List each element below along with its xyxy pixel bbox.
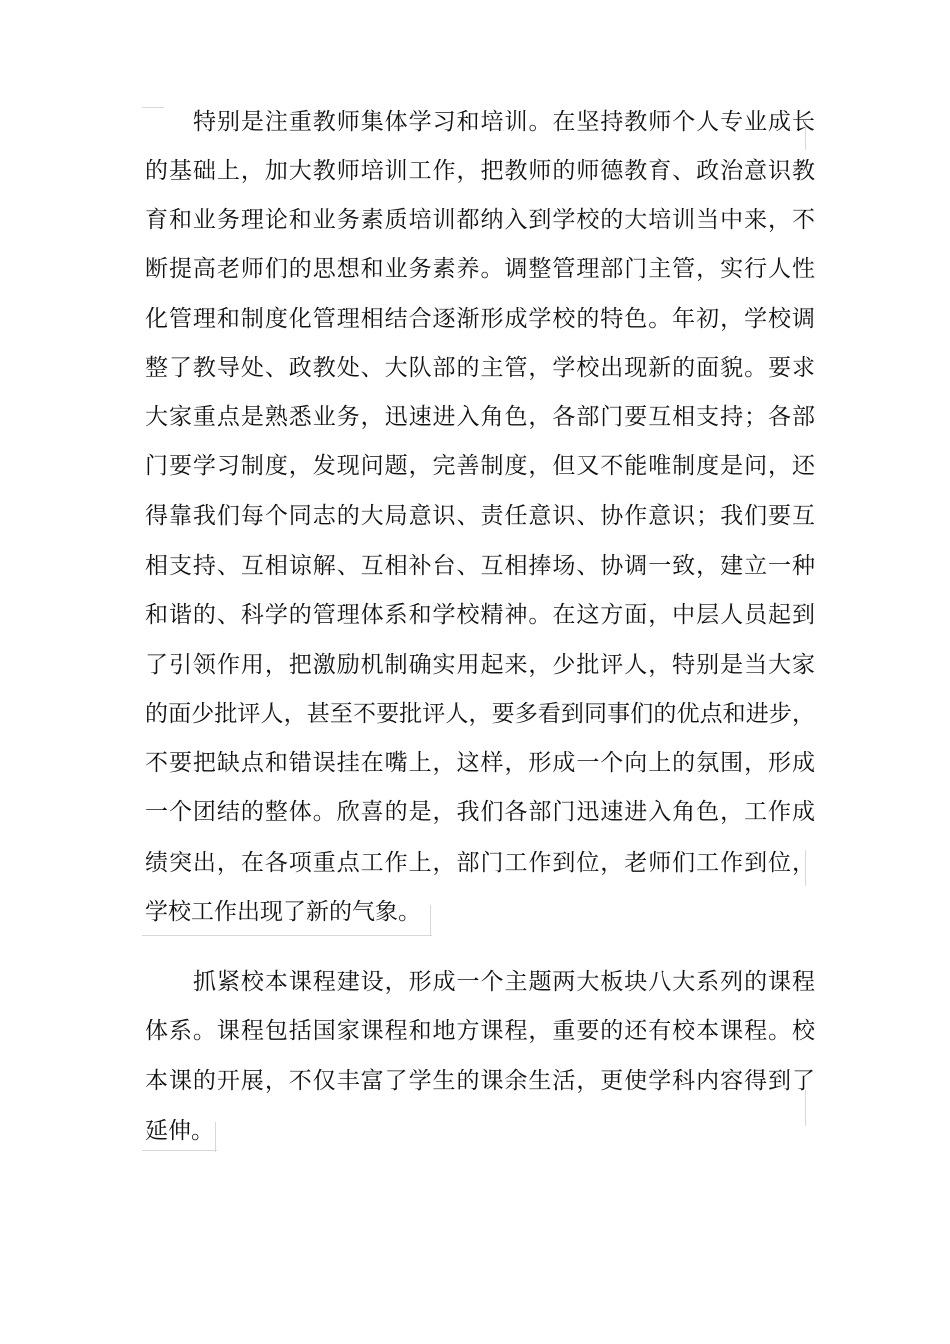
text-line: 得靠我们每个同志的大局意识、责任意识、协作意识；我们要互 <box>145 503 815 529</box>
text-line: 的基础上，加大教师培训工作，把教师的师德教育、政治意识教 <box>145 158 815 184</box>
text-line: 不要把缺点和错误挂在嘴上，这样，形成一个向上的氛围，形成 <box>145 750 815 776</box>
text-line: 学校工作出现了新的气象。 <box>145 899 421 925</box>
text-line: 断提高老师们的思想和业务素养。调整管理部门主管，实行人性 <box>145 256 815 282</box>
text-line: 抓紧校本课程建设，形成一个主题两大板块八大系列的课程 <box>193 969 815 995</box>
text-line: 和谐的、科学的管理体系和学校精神。在这方面，中层人员起到 <box>145 602 815 628</box>
text-line: 相支持、互相谅解、互相补台、互相捧场、协调一致，建立一种 <box>145 553 815 579</box>
text-line: 一个团结的整体。欣喜的是，我们各部门迅速进入角色，工作成 <box>145 799 815 825</box>
text-line: 门要学习制度，发现问题，完善制度，但又不能唯制度是问，还 <box>145 453 815 479</box>
text-line: 了引领作用，把激励机制确实用起来，少批评人，特别是当大家 <box>145 652 815 678</box>
text-line: 体系。课程包括国家课程和地方课程，重要的还有校本课程。校 <box>145 1018 815 1044</box>
text-line: 化管理和制度化管理相结合逐渐形成学校的特色。年初，学校调 <box>145 306 815 332</box>
text-line: 大家重点是熟悉业务，迅速进入角色，各部门要互相支持；各部 <box>145 404 815 430</box>
text-line: 延伸。 <box>145 1118 214 1144</box>
text-line: 本课的开展，不仅丰富了学生的课余生活，更使学科内容得到了 <box>145 1068 815 1094</box>
text-line: 特别是注重教师集体学习和培训。在坚持教师个人专业成长 <box>193 109 815 135</box>
text-line: 绩突出，在各项重点工作上，部门工作到位，老师们工作到位， <box>145 850 815 876</box>
text-line: 整了教导处、政教处、大队部的主管，学校出现新的面貌。要求 <box>145 355 815 381</box>
text-line: 的面少批评人，甚至不要批评人，要多看到同事们的优点和进步， <box>145 701 815 727</box>
margin-mark <box>142 107 164 108</box>
text-line: 育和业务理论和业务素质培训都纳入到学校的大培训当中来，不 <box>145 207 815 233</box>
